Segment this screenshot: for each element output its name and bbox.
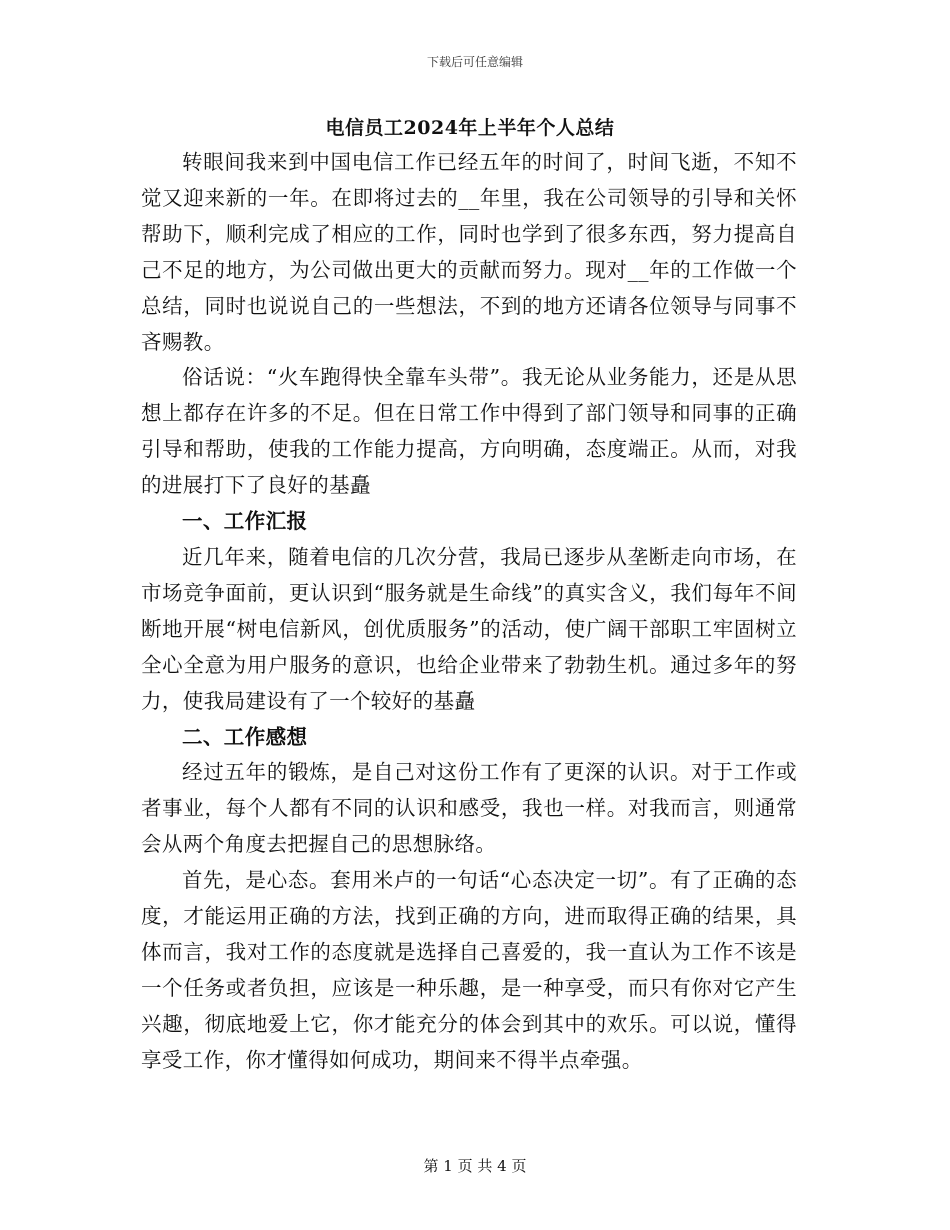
header-note: 下载后可任意编辑 [426, 55, 523, 69]
section-heading-work-report: 一、工作汇报 [182, 509, 308, 534]
document-title: 电信员工2024年上半年个人总结 [325, 117, 615, 139]
paragraph-intro: 转眼间我来到中国电信工作已经五年的时间了，时间飞逝，不知不觉又迎来新的一年。在即将过去的__年里，我在公司领导的引导和关怀帮助下，顺利完成了相应的工作，同时也学到了很多东西，努力提高自己不足的地方，为公司做出更大的贡献而努力。现对__年的工作做一个总结，同时也说说自己的一些想法，不到的地方还请各位领导与同事不吝赐教。 [141, 150, 797, 354]
paragraph-thoughts: 经过五年的锻炼，是自己对这份工作有了更深的认识。对于工作或者事业，每个人都有不同的认识和感受，我也一样。对我而言，则通常会从两个角度去把握自己的思想脉络。 [141, 760, 797, 857]
paragraph-saying: 俗话说：“火车跑得快全靠车头带”。我无论从业务能力，还是从思想上都存在许多的不足。但在日常工作中得到了部门领导和同事的正确引导和帮助，使我的工作能力提高，方向明确，态度端正。从而，对我的进展打下了良好的基矗 [141, 365, 797, 498]
document-body [141, 145, 797, 1079]
paragraph-work-report: 近几年来，随着电信的几次分营，我局已逐步从垄断走向市场，在市场竞争面前，更认识到“服务就是生命线”的真实含义，我们每年不间断地开展“树电信新风，创优质服务”的活动，使广阔干部职工牢固树立全心全意为用户服务的意识，也给企业带来了勃勃生机。通过多年的努力，使我局建设有了一个较好的基矗 [141, 544, 797, 713]
paragraph-attitude: 首先，是心态。套用米卢的一句话“心态决定一切”。有了正确的态度，才能运用正确的方法，找到正确的方向，进而取得正确的结果，具体而言，我对工作的态度就是选择自己喜爱的，我一直认为工作不该是一个任务或者负担，应该是一种乐趣，是一种享受，而只有你对它产生兴趣，彻底地爱上它，你才能充分的体会到其中的欢乐。可以说，懂得享受工作，你才懂得如何成功，期间来不得半点牵强。 [141, 868, 797, 1072]
section-heading-work-thoughts: 二、工作感想 [182, 724, 308, 749]
page-number: 第 1 页 共 4 页 [423, 1157, 527, 1175]
